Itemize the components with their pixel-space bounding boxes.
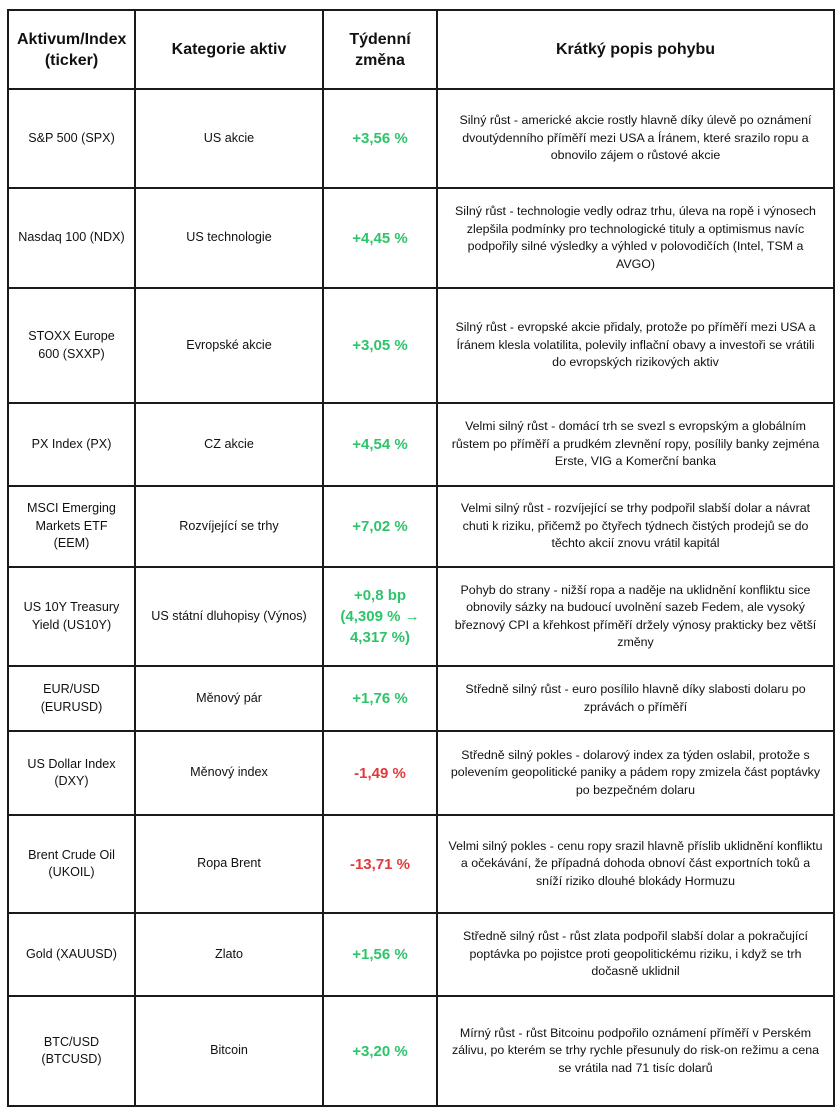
header-row (8, 10, 834, 89)
change-cell: +4,54 % (323, 403, 437, 486)
table-row (8, 996, 834, 1106)
table-row (8, 815, 834, 913)
header-asset: Aktivum/Index (ticker) (8, 10, 135, 89)
change-cell: -13,71 % (323, 815, 437, 913)
asset-cell: Gold (XAUUSD) (8, 913, 135, 996)
change-cell: +3,20 % (323, 996, 437, 1106)
description-cell: Velmi silný pokles - cenu ropy srazil hlavně příslib uklidnění konfliktu a očekávání, že případná dohoda obnoví část exportních toků a sníží riziko dlouhé blokády Hormuzu (437, 815, 834, 913)
table-row (8, 89, 834, 188)
description-cell: Pohyb do strany - nižší ropa a naděje na uklidnění konfliktu sice obnovily sázky na budoucí uvolnění sazeb Fedem, ale vysoký březnový CPI a křehkost příměří držely výnosy prakticky bez větší změny (437, 567, 834, 666)
header-category: Kategorie aktiv (135, 10, 323, 89)
description-cell: Středně silný růst - euro posílilo hlavně díky slabosti dolaru po zprávách o příměří (437, 666, 834, 731)
category-cell: Evropské akcie (135, 288, 323, 403)
change-cell: +0,8 bp (4,309 % → 4,317 %) (323, 567, 437, 666)
change-cell: +7,02 % (323, 486, 437, 567)
header-description: Krátký popis pohybu (437, 10, 834, 89)
asset-cell: Brent Crude Oil (UKOIL) (8, 815, 135, 913)
weekly-market-table-container (7, 9, 833, 1107)
description-cell: Velmi silný růst - domácí trh se svezl s evropským a globálním růstem po příměří a prudkém zlevnění ropy, posílily banky zejména Erste, VIG a Komerční banka (437, 403, 834, 486)
change-cell: -1,49 % (323, 731, 437, 815)
description-cell: Středně silný růst - růst zlata podpořil slabší dolar a pokračující poptávka po pojistce proti geopolitickému riziku, i když se trh dočasně uklidnil (437, 913, 834, 996)
asset-cell: Nasdaq 100 (NDX) (8, 188, 135, 288)
asset-cell: S&P 500 (SPX) (8, 89, 135, 188)
category-cell: US státní dluhopisy (Výnos) (135, 567, 323, 666)
category-cell: Měnový index (135, 731, 323, 815)
description-cell: Velmi silný růst - rozvíjející se trhy podpořil slabší dolar a návrat chuti k riziku, přičemž po čtyřech týdnech čistých prodejů se do těchto akcií znovu vrátil kapitál (437, 486, 834, 567)
category-cell: Ropa Brent (135, 815, 323, 913)
table-row (8, 666, 834, 731)
asset-cell: EUR/USD (EURUSD) (8, 666, 135, 731)
header-weekly-change: Týdenní změna (323, 10, 437, 89)
table-row (8, 486, 834, 567)
description-cell: Silný růst - americké akcie rostly hlavně díky úlevě po oznámení dvoutýdenního příměří mezi USA a Íránem, které srazilo ropu a obnovilo zájem o růstové akcie (437, 89, 834, 188)
table-row (8, 403, 834, 486)
description-cell: Mírný růst - růst Bitcoinu podpořilo oznámení příměří v Perském zálivu, po kterém se trhy rychle přesunuly do risk-on režimu a cena se vrátila nad 71 tisíc dolarů (437, 996, 834, 1106)
asset-cell: US Dollar Index (DXY) (8, 731, 135, 815)
change-cell: +1,56 % (323, 913, 437, 996)
asset-cell: US 10Y Treasury Yield (US10Y) (8, 567, 135, 666)
change-cell: +1,76 % (323, 666, 437, 731)
asset-cell: MSCI Emerging Markets ETF (EEM) (8, 486, 135, 567)
change-cell: +4,45 % (323, 188, 437, 288)
asset-cell: BTC/USD (BTCUSD) (8, 996, 135, 1106)
table-row (8, 913, 834, 996)
description-cell: Silný růst - technologie vedly odraz trhu, úleva na ropě i výnosech zlepšila podmínky pro technologické tituly a optimismus navíc podpořily silné výsledky a výhled v polovodičích (Intel, TSM a AVGO) (437, 188, 834, 288)
table-row (8, 288, 834, 403)
change-cell: +3,05 % (323, 288, 437, 403)
category-cell: CZ akcie (135, 403, 323, 486)
description-cell: Středně silný pokles - dolarový index za týden oslabil, protože s polevením geopolitické paniky a pádem ropy zmizela část poptávky po bezpečném dolaru (437, 731, 834, 815)
weekly-market-table (7, 9, 835, 1107)
category-cell: Měnový pár (135, 666, 323, 731)
category-cell: Rozvíjející se trhy (135, 486, 323, 567)
table-row (8, 188, 834, 288)
table-row (8, 731, 834, 815)
description-cell: Silný růst - evropské akcie přidaly, protože po příměří mezi USA a Íránem klesla volatilita, polevily inflační obavy a investoři se vrátili do evropských rizikových aktiv (437, 288, 834, 403)
asset-cell: PX Index (PX) (8, 403, 135, 486)
category-cell: Bitcoin (135, 996, 323, 1106)
category-cell: US akcie (135, 89, 323, 188)
change-cell: +3,56 % (323, 89, 437, 188)
table-row (8, 567, 834, 666)
category-cell: Zlato (135, 913, 323, 996)
category-cell: US technologie (135, 188, 323, 288)
asset-cell: STOXX Europe 600 (SXXP) (8, 288, 135, 403)
